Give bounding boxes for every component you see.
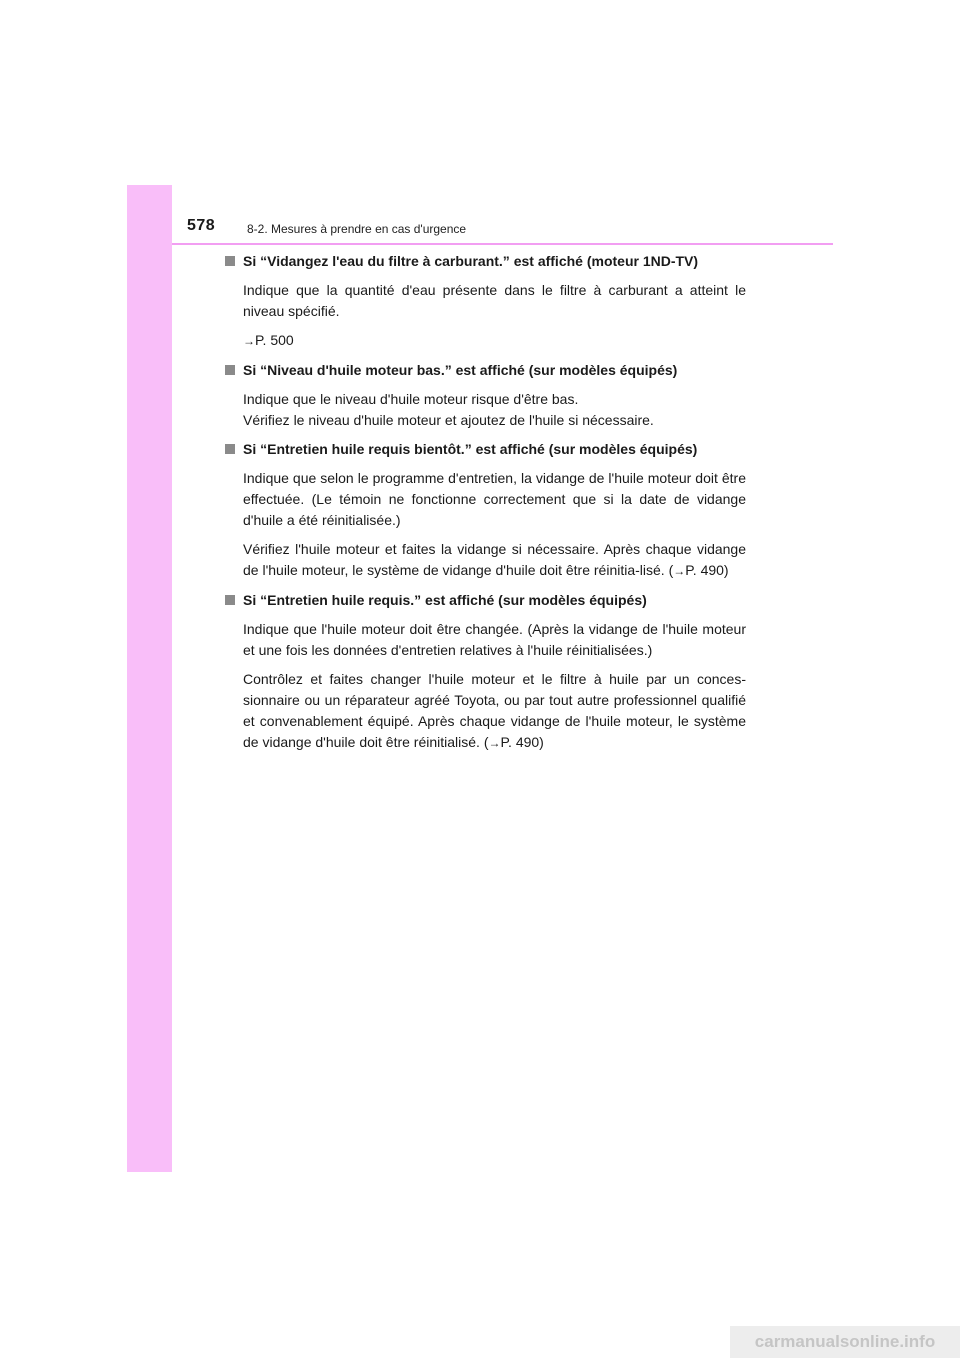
item-oil-maintenance-required: [225, 590, 746, 754]
item-heading: [225, 590, 746, 611]
page-reference-link[interactable]: P. 490): [500, 734, 544, 750]
item-paragraph: [243, 669, 746, 754]
header-rule: [172, 243, 833, 245]
square-bullet-icon: [225, 256, 235, 266]
item-water-filter: [225, 251, 746, 352]
item-paragraph: Indique que selon le programme d'entretien, la vidange de l'huile moteur doit être effectuée. (Le témoin ne fonctionne correctement que si la date de vidange d'huile a été réinitialisée.): [243, 470, 746, 528]
arrow-right-icon: →: [488, 736, 501, 750]
paragraph-text: Contrôlez et faites changer l'huile moteur et le filtre à huile par un conces-sionnaire ou un réparateur agréé Toyota, ou par tout autre professionnel qualifié et convenablement équipé. Après chaque vidange de l'huile moteur, le système de vidange d'huile doit être réinitialisé. (: [243, 671, 746, 750]
item-heading-text: Si “Niveau d'huile moteur bas.” est affiché (sur modèles équipés): [243, 362, 678, 378]
arrow-right-icon: →: [243, 334, 255, 348]
square-bullet-icon: [225, 365, 235, 375]
item-paragraph: Indique que le niveau d'huile moteur risque d'être bas.: [243, 391, 579, 407]
chapter-side-band: [127, 185, 172, 1172]
paragraph-text: Vérifiez l'huile moteur et faites la vidange si nécessaire. Après chaque vidange de l'huile moteur, le système de vidange d'huile doit être réinitia-lisé. (: [243, 541, 746, 578]
item-paragraph: Indique que la quantité d'eau présente dans le filtre à carburant a atteint le niveau spécifié.: [243, 282, 746, 319]
square-bullet-icon: [225, 444, 235, 454]
page-reference: [243, 330, 746, 352]
item-paragraph: [243, 539, 746, 582]
item-heading-text: Si “Vidangez l'eau du filtre à carburant.” est affiché (moteur 1ND-TV): [243, 253, 699, 269]
item-heading: [225, 251, 746, 272]
item-paragraph: Indique que l'huile moteur doit être changée. (Après la vidange de l'huile moteur et une fois les données d'entretien relatives à l'huile réinitialisées.): [243, 621, 746, 658]
item-oil-maintenance-soon: [225, 439, 746, 582]
page-number: 578: [187, 217, 216, 234]
item-heading-text: Si “Entretien huile requis bientôt.” est affiché (sur modèles équipés): [243, 441, 698, 457]
item-heading: [225, 439, 746, 460]
page-reference-link[interactable]: P. 500: [255, 332, 294, 348]
page-content: [225, 251, 746, 762]
watermark: carmanualsonline.info: [730, 1326, 960, 1358]
item-low-oil-level: [225, 360, 746, 431]
item-paragraph: Vérifiez le niveau d'huile moteur et ajoutez de l'huile si nécessaire.: [243, 412, 654, 428]
item-heading-text: Si “Entretien huile requis.” est affiché (sur modèles équipés): [243, 592, 647, 608]
item-heading: [225, 360, 746, 381]
page-reference-link[interactable]: P. 490): [685, 562, 729, 578]
square-bullet-icon: [225, 595, 235, 605]
section-title: 8-2. Mesures à prendre en cas d'urgence: [247, 222, 467, 236]
arrow-right-icon: →: [673, 564, 686, 578]
